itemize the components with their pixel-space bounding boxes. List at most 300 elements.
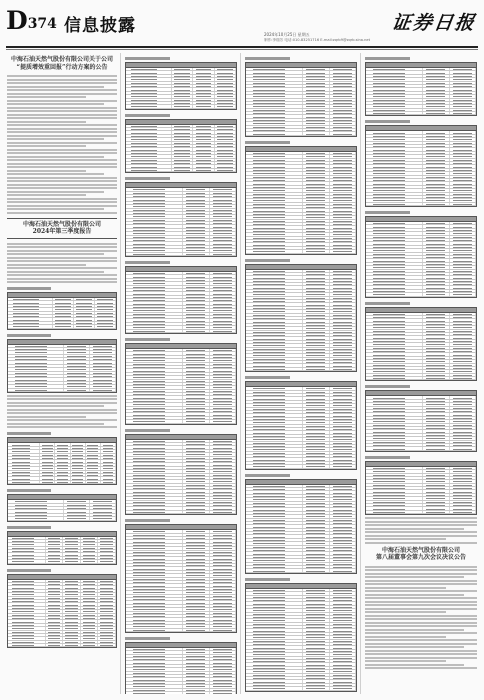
table-row — [126, 692, 236, 694]
table-cell — [246, 162, 303, 164]
table-cell — [126, 296, 183, 298]
table-cell — [86, 481, 101, 483]
table-cell — [98, 644, 116, 646]
table-row — [126, 253, 236, 256]
table-cell — [64, 365, 90, 367]
table-cell — [366, 92, 423, 94]
table-cell — [246, 223, 303, 225]
article-body — [365, 566, 477, 670]
table-cell — [126, 195, 183, 197]
table-cell — [450, 256, 476, 258]
table-cell — [8, 447, 40, 449]
table-cell — [81, 631, 99, 633]
table-cell — [246, 199, 303, 201]
table-cell — [423, 347, 449, 349]
table-cell — [8, 617, 46, 619]
table-cell — [193, 128, 214, 130]
table-cell — [450, 490, 476, 492]
table-grid — [245, 264, 357, 373]
table-cell — [210, 363, 236, 365]
table-cell — [423, 490, 449, 492]
table-cell — [126, 212, 183, 214]
table-cell — [183, 323, 209, 325]
table-cell — [193, 165, 214, 167]
table-cell — [183, 349, 209, 351]
table-cell — [246, 663, 303, 665]
table-cell — [193, 78, 214, 80]
table-cell — [330, 250, 356, 252]
table-cell — [450, 165, 476, 167]
table-cell — [53, 301, 74, 303]
table-cell — [98, 540, 116, 542]
table-cell — [366, 374, 423, 376]
table-cell — [366, 396, 423, 398]
table-cell — [64, 351, 90, 353]
table-cell — [183, 504, 209, 506]
table-cell — [210, 205, 236, 207]
table-cell — [210, 282, 236, 284]
table-cell — [366, 249, 423, 251]
table-cell — [193, 82, 214, 84]
table-cell — [330, 532, 356, 534]
table-cell — [303, 331, 329, 333]
table-cell — [246, 273, 303, 275]
table-cell — [423, 364, 449, 366]
table-cell — [330, 290, 356, 292]
table-cell — [246, 320, 303, 322]
table-cell — [63, 597, 81, 599]
table-cell — [126, 450, 183, 452]
table-cell — [330, 354, 356, 356]
table-cell — [303, 442, 329, 444]
financial-table — [245, 474, 357, 574]
table-cell — [183, 581, 209, 583]
table-cell — [183, 282, 209, 284]
table-cell — [183, 629, 209, 631]
table-cell — [90, 365, 116, 367]
table-cell — [63, 627, 81, 629]
table-cell — [183, 188, 209, 190]
table-cell — [450, 229, 476, 231]
table-cell — [126, 105, 172, 107]
table-cell — [126, 363, 183, 365]
table-cell — [183, 598, 209, 600]
table-cell — [210, 443, 236, 445]
table-cell — [330, 155, 356, 157]
table-cell — [246, 250, 303, 252]
table-cell — [215, 145, 236, 147]
table-cell — [450, 424, 476, 426]
table-cell — [126, 494, 183, 496]
table-cell — [330, 220, 356, 222]
table-cell — [81, 590, 99, 592]
table-cell — [366, 447, 423, 449]
table-cell — [303, 327, 329, 329]
table-cell — [53, 298, 74, 300]
table-cell — [126, 75, 172, 77]
table-cell — [303, 657, 329, 659]
text-line — [7, 89, 117, 91]
text-line — [365, 608, 477, 610]
table-cell — [8, 460, 40, 462]
table-cell — [126, 152, 172, 154]
table-cell — [330, 196, 356, 198]
table-cell — [246, 112, 303, 114]
table-row — [8, 325, 116, 328]
table-cell — [330, 660, 356, 662]
text-line — [365, 576, 464, 578]
table-cell — [423, 437, 449, 439]
table-cell — [330, 297, 356, 299]
text-line — [7, 260, 117, 262]
table-cell — [423, 152, 449, 154]
table-cell — [40, 457, 55, 459]
table-cell — [450, 360, 476, 362]
table-cell — [366, 474, 423, 476]
table-cell — [71, 454, 86, 456]
table-cell — [183, 242, 209, 244]
table-cell — [366, 270, 423, 272]
table-cell — [303, 99, 329, 101]
table-cell — [303, 317, 329, 319]
table-cell — [450, 323, 476, 325]
table-cell — [126, 544, 183, 546]
table-cell — [303, 640, 329, 642]
table-cell — [450, 347, 476, 349]
table-cell — [366, 259, 423, 261]
table-cell — [183, 225, 209, 227]
table-cell — [330, 448, 356, 450]
table-row — [126, 420, 236, 423]
table-cell — [330, 425, 356, 427]
table-cell — [126, 236, 183, 238]
table-cell — [210, 192, 236, 194]
text-line — [365, 587, 446, 589]
table-cell — [330, 293, 356, 295]
table-cell — [366, 242, 423, 244]
table-cell — [95, 325, 116, 327]
table-cell — [246, 522, 303, 524]
table-cell — [246, 230, 303, 232]
table-cell — [423, 253, 449, 255]
table-cell — [183, 410, 209, 412]
table-cell — [330, 182, 356, 184]
table-cell — [101, 471, 116, 473]
table-cell — [63, 560, 81, 562]
table-cell — [330, 226, 356, 228]
table-cell — [183, 672, 209, 674]
table-cell — [423, 95, 449, 97]
table-cell — [423, 396, 449, 398]
page-code — [6, 7, 57, 38]
table-cell — [366, 400, 423, 402]
table-cell — [126, 82, 172, 84]
table-cell — [183, 622, 209, 624]
table-cell — [53, 312, 74, 314]
table-cell — [246, 237, 303, 239]
table-cell — [366, 290, 423, 292]
table-cell — [210, 574, 236, 576]
table-cell — [172, 135, 193, 137]
table-cell — [303, 361, 329, 363]
table-cell — [183, 567, 209, 569]
table-cell — [215, 71, 236, 73]
table-cell — [246, 653, 303, 655]
table-cell — [366, 253, 423, 255]
table-cell — [8, 586, 46, 588]
table-cell — [98, 614, 116, 616]
table-cell — [183, 682, 209, 684]
table-cell — [303, 596, 329, 598]
table-cell — [246, 358, 303, 360]
table-cell — [450, 444, 476, 446]
table-cell — [303, 172, 329, 174]
table-cell — [246, 387, 303, 389]
table-cell — [210, 668, 236, 670]
table-cell — [330, 216, 356, 218]
table-cell — [303, 485, 329, 487]
text-line — [7, 114, 117, 116]
table-row — [366, 203, 476, 206]
table-grid — [125, 62, 237, 110]
table-cell — [303, 425, 329, 427]
table-cell — [126, 138, 172, 140]
table-cell — [210, 222, 236, 224]
table-cell — [8, 504, 64, 506]
table-cell — [215, 92, 236, 94]
headline-line: 中海石油天然气股份有限公司关于公司 — [10, 56, 113, 63]
table-cell — [46, 620, 64, 622]
table-cell — [126, 595, 183, 597]
table-cell — [423, 131, 449, 133]
text-line — [7, 423, 104, 425]
financial-table — [365, 456, 477, 515]
table-cell — [423, 430, 449, 432]
table-cell — [183, 309, 209, 311]
table-cell — [450, 92, 476, 94]
table-cell — [126, 557, 183, 559]
table-cell — [366, 367, 423, 369]
table-cell — [172, 71, 193, 73]
table-row — [366, 511, 476, 514]
table-cell — [423, 186, 449, 188]
table-cell — [8, 627, 46, 629]
table-cell — [303, 421, 329, 423]
table-cell — [183, 561, 209, 563]
text-line — [365, 517, 477, 519]
table-cell — [246, 186, 303, 188]
table-row — [126, 629, 236, 632]
table-cell — [210, 537, 236, 539]
table-cell — [90, 375, 116, 377]
table-cell — [46, 557, 64, 559]
table-cell — [450, 172, 476, 174]
table-cell — [423, 105, 449, 107]
table-cell — [55, 457, 70, 459]
table-cell — [126, 692, 183, 694]
table-cell — [215, 162, 236, 164]
table-cell — [74, 305, 95, 307]
table-row — [246, 250, 356, 253]
table-cell — [126, 366, 183, 368]
table-cell — [330, 609, 356, 611]
headline-line: 中海石油天然气股份有限公司 — [22, 220, 101, 228]
issue-date: 2024年10月25日 星期五 — [264, 32, 310, 37]
table-cell — [46, 603, 64, 605]
table-cell — [303, 529, 329, 531]
table-cell — [330, 115, 356, 117]
table-cell — [98, 597, 116, 599]
table-cell — [366, 326, 423, 328]
table-cell — [8, 540, 46, 542]
table-cell — [63, 644, 81, 646]
table-cell — [423, 276, 449, 278]
masthead — [6, 5, 478, 45]
table-cell — [246, 633, 303, 635]
table-cell — [330, 71, 356, 73]
table-cell — [450, 280, 476, 282]
table-cell — [330, 303, 356, 305]
table-cell — [366, 283, 423, 285]
table-cell — [95, 301, 116, 303]
financial-table — [245, 578, 357, 692]
table-cell — [215, 138, 236, 140]
table-cell — [210, 246, 236, 248]
table-cell — [193, 142, 214, 144]
table-grid — [7, 494, 117, 521]
table-grid — [7, 339, 117, 393]
table-cell — [210, 279, 236, 281]
table-cell — [303, 186, 329, 188]
text-line — [7, 419, 117, 421]
table-cell — [193, 99, 214, 101]
table-cell — [215, 165, 236, 167]
table-cell — [246, 602, 303, 604]
table-cell — [450, 511, 476, 513]
table-cell — [183, 390, 209, 392]
table-cell — [210, 369, 236, 371]
table-row — [366, 293, 476, 296]
table-cell — [183, 279, 209, 281]
table-cell — [450, 232, 476, 234]
table-cell — [215, 155, 236, 157]
article-headline — [365, 547, 477, 562]
table-cell — [126, 192, 183, 194]
table-cell — [246, 566, 303, 568]
table-cell — [193, 135, 214, 137]
table-cell — [246, 508, 303, 510]
table-cell — [86, 450, 101, 452]
text-line — [7, 173, 104, 175]
table-cell — [210, 275, 236, 277]
table-cell — [330, 199, 356, 201]
table-cell — [126, 219, 183, 221]
table-cell — [8, 547, 46, 549]
table-cell — [450, 319, 476, 321]
table-cell — [55, 464, 70, 466]
table-cell — [8, 298, 53, 300]
table-cell — [210, 551, 236, 553]
table-cell — [71, 443, 86, 445]
table-cell — [450, 357, 476, 359]
table-cell — [210, 313, 236, 315]
table-cell — [183, 578, 209, 580]
table-cell — [8, 537, 46, 539]
table-cell — [303, 230, 329, 232]
table-cell — [90, 510, 116, 512]
table-cell — [46, 617, 64, 619]
table-cell — [46, 624, 64, 626]
table-cell — [303, 387, 329, 389]
table-row — [8, 644, 116, 647]
table-cell — [172, 145, 193, 147]
table-cell — [40, 481, 55, 483]
table-cell — [126, 417, 183, 419]
table-cell — [183, 440, 209, 442]
table-cell — [366, 162, 423, 164]
table-cell — [126, 612, 183, 614]
table-cell — [330, 368, 356, 370]
table-cell — [210, 383, 236, 385]
table-cell — [183, 601, 209, 603]
table-cell — [246, 109, 303, 111]
table-cell — [172, 142, 193, 144]
table-cell — [126, 511, 183, 513]
table-cell — [183, 564, 209, 566]
table-cell — [246, 368, 303, 370]
table-cell — [210, 386, 236, 388]
table-cell — [210, 678, 236, 680]
table-cell — [64, 355, 90, 357]
table-cell — [330, 491, 356, 493]
table-caption — [7, 432, 51, 435]
table-cell — [64, 517, 90, 519]
table-cell — [246, 670, 303, 672]
table-cell — [330, 569, 356, 571]
text-line — [7, 79, 117, 81]
text-line — [7, 103, 104, 105]
table-cell — [303, 452, 329, 454]
table-grid — [365, 461, 477, 515]
table-cell — [126, 249, 183, 251]
table-cell — [246, 452, 303, 454]
table-cell — [210, 352, 236, 354]
table-cell — [172, 155, 193, 157]
table-cell — [183, 275, 209, 277]
table-cell — [183, 236, 209, 238]
table-cell — [246, 485, 303, 487]
table-cell — [183, 487, 209, 489]
table-cell — [423, 92, 449, 94]
table-cell — [90, 385, 116, 387]
table-cell — [183, 306, 209, 308]
table-cell — [330, 324, 356, 326]
table-cell — [126, 504, 183, 506]
table-cell — [246, 599, 303, 601]
table-cell — [423, 477, 449, 479]
text-line — [365, 535, 477, 537]
text-line — [7, 128, 117, 130]
headline-line: 第八届董事会第九次会议决议公告 — [375, 554, 466, 562]
table-cell — [126, 229, 183, 231]
table-cell — [423, 169, 449, 171]
table-cell — [303, 559, 329, 561]
table-cell — [86, 443, 101, 445]
table-cell — [183, 537, 209, 539]
table-cell — [450, 430, 476, 432]
table-cell — [63, 603, 81, 605]
table-cell — [98, 617, 116, 619]
